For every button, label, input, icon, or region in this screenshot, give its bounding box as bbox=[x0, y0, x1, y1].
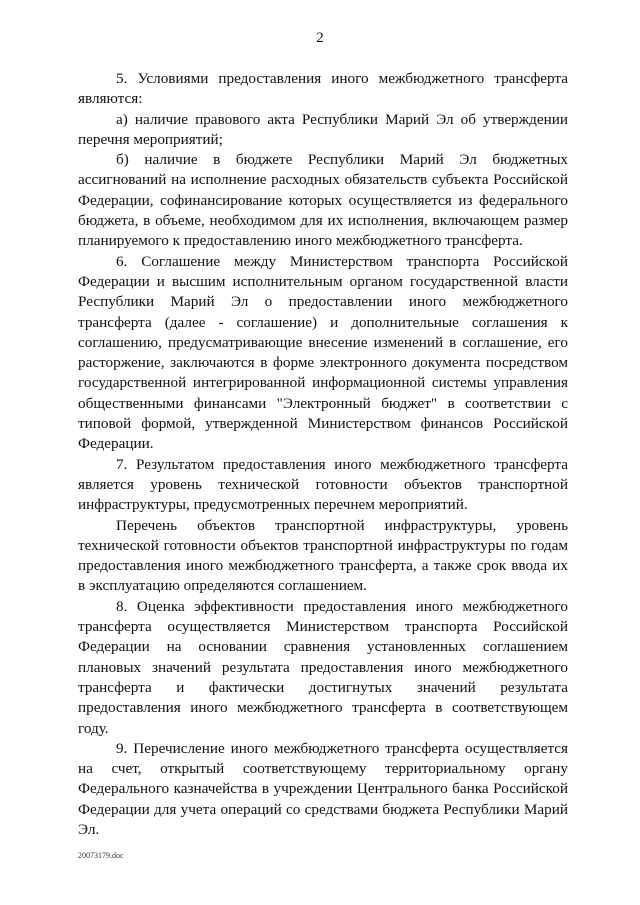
document-body bbox=[78, 69, 568, 840]
paragraph-5: 5. Условиями предоставления иного межбюджетного трансферта являются: bbox=[78, 70, 568, 108]
paragraph-6: 6. Соглашение между Министерством транспорта Российской Федерации и высшим исполнительным органом государственной власти Республики Марий Эл о предоставлении иного межбюджетного трансферта (далее - соглашение) и дополнительные соглашения к соглашению, предусматривающие внесение изменений в соглашение, его расторжение, заключаются в форме электронного документа посредством государственной интегрированной информационной системы управления общественными финансами "Электронный бюджет" в соответствии с типовой формой, утвержденной Министерством финансов Российской Федерации. bbox=[78, 252, 568, 453]
paragraph-5a: а) наличие правового акта Республики Марий Эл об утверждении перечня мероприятий; bbox=[78, 110, 568, 148]
paragraph-7-list: Перечень объектов транспортной инфраструктуры, уровень технической готовности объектов транспортной инфраструктуры по годам предоставления иного межбюджетного трансферта, а также срок ввода их в эксплуатацию определяются соглашением. bbox=[78, 516, 568, 595]
page-number: 2 bbox=[316, 30, 324, 46]
file-reference: 20073179.doc bbox=[78, 851, 124, 860]
paragraph-8: 8. Оценка эффективности предоставления иного межбюджетного трансферта осуществляется Министерством транспорта Российской Федерации на основании сравнения установленных соглашением плановых значений результата предоставления иного межбюджетного трансферта и фактически достигнутых значений результата предоставления иного межбюджетного трансферта в соответствующем году. bbox=[78, 597, 568, 737]
paragraph-7: 7. Результатом предоставления иного межбюджетного трансферта является уровень технической готовности объектов транспортной инфраструктуры, предусмотренных перечнем мероприятий. bbox=[78, 455, 568, 514]
paragraph-9: 9. Перечисление иного межбюджетного трансферта осуществляется на счет, открытый соответствующему территориальному органу Федерального казначейства в учреждении Центрального банка Российской Федерации для учета операций со средствами бюджета Республики Марий Эл. bbox=[78, 739, 568, 838]
paragraph-5b: б) наличие в бюджете Республики Марий Эл бюджетных ассигнований на исполнение расходных обязательств субъекта Российской Федерации, софинансирование которых осуществляется из федерального бюджета, в объеме, необходимом для их исполнения, включающем размер планируемого к предоставлению иного межбюджетного трансферта. bbox=[78, 151, 568, 250]
